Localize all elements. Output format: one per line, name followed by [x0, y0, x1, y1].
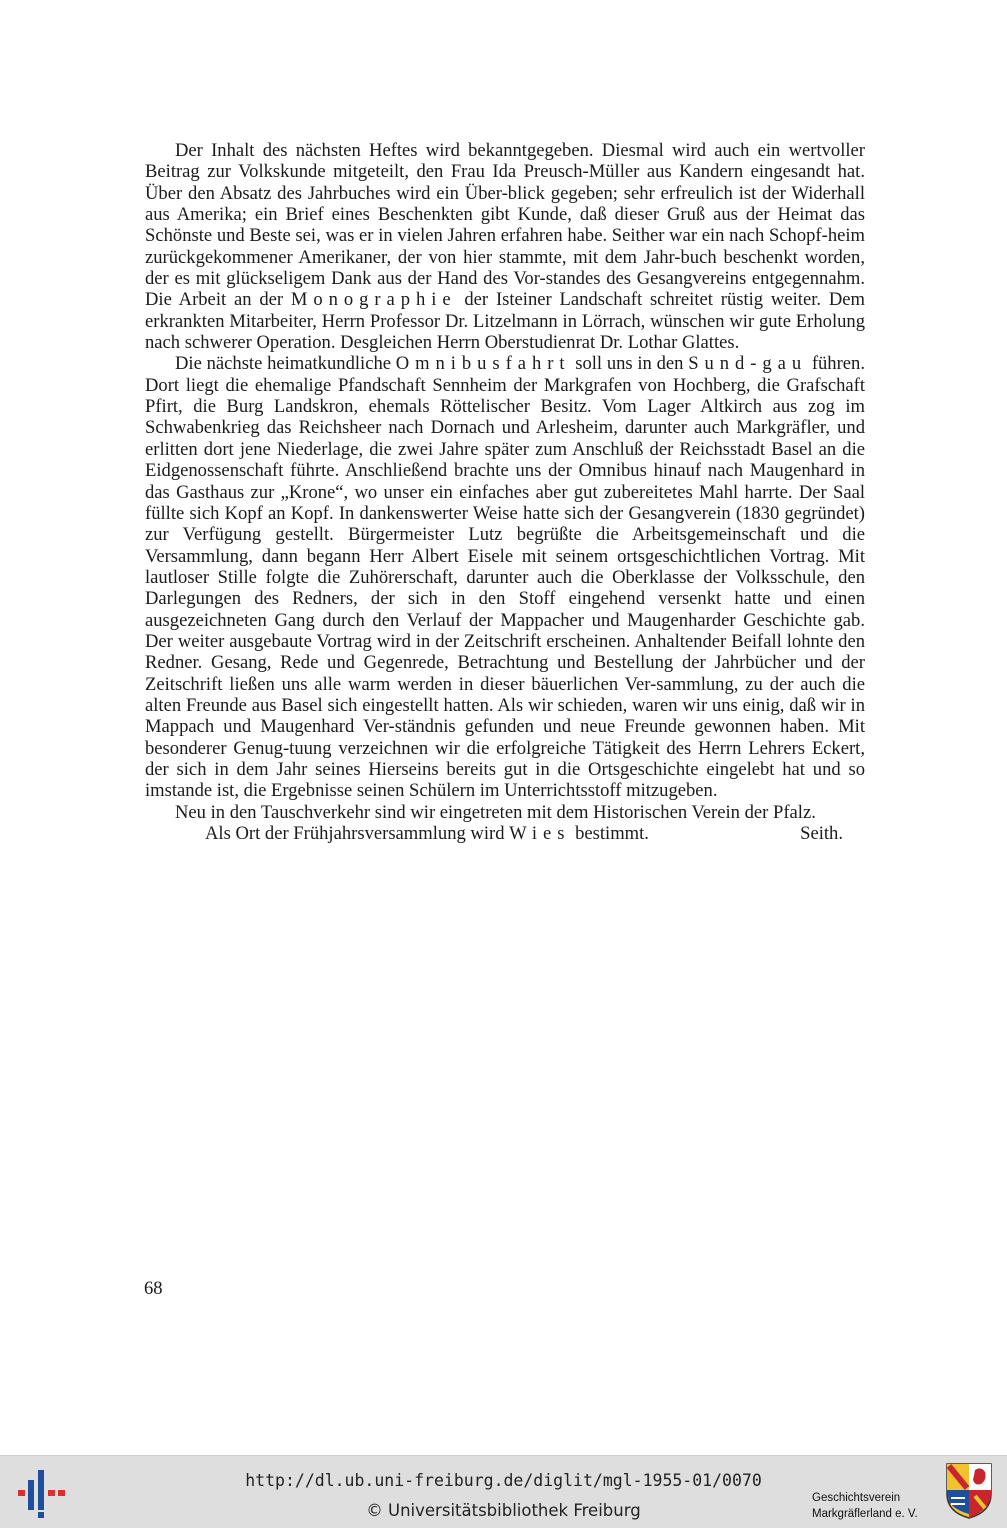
text-run: führen. Dort liegt die ehemalige Pfandschaft Sennheim der Markgrafen von Hochberg, die Grafschaft Pfirt, die Burg Landskron, ehemals Röttelischer Besitz. Vom Lager Altkirch aus zog im Schwabenkrieg das Reichsheer nach Dornach und Arlesheim, darunter auch Markgräfler, und erlitten dort jene Niederlage, die zwei Jahre später zum Anschluß der Reichsstadt Basel an die Eidgenossenschaft führte. Anschließend brachte uns der Omnibus hinauf nach Maugenhard in das Gasthaus zur „Krone“, wo unser ein einfaches aber gut zubereitetes Mahl harrte. Der Saal füllte sich Kopf an Kopf. In dankenswerter Weise hatte sich der Gesangverein (1830 gegründet) zur Verfügung gestellt. Bürgermeister Lutz begrüßte die Arbeitsgemeinschaft und die Versammlung, dann begann Herr Albert Eisele mit seinem ortsgeschichtlichen Vortrag. Mit lautloser Stille folgte die Zuhörerschaft, darunter auch die Oberklasse der Volksschule, den Darlegungen des Redners, der sich in den Stoff eingehend versenkt hatte und einen ausgezeichneten Gang durch den Verlauf der Mappacher und Maugenharder Geschichte gab. Der weiter ausgebaute Vortrag wird in der Zeitschrift erscheinen. Anhaltender Beifall lohnte den Redner. Gesang, Rede und Gegenrede, Betrachtung und Bestellung der Jahrbücher und der Zeitschrift ließen uns alle warm werden in dieser bäuerlichen Ver-sammlung, zu der auch die alten Freunde aus Basel sich eingestellt hatten. Als wir schieden, waren wir uns einig, daß wir in Mappach und Maugenhard Ver-ständnis gefunden und neue Freunde gewonnen haben. Mit besonderer Genug-tuung verzeichnen wir die erfolgreiche Tätigkeit des Herrn Lehrers Eckert, der sich in dem Jahr seines Hierseins bereits gut in die Ortsgeschichte eingelebt hat und so imstande ist, die Ergebnisse seinen Schülern im Unterrichtsstoff mitzugeben. [145, 353, 865, 802]
society-line-2: Markgräflerland e. V. [812, 1508, 918, 1520]
spaced-word: Monographie [290, 289, 457, 311]
text-run: Der Inhalt des nächsten Heftes wird bekanntgegeben. Diesmal wird auch ein wertvoller Beitrag zur Volkskunde mitgeteilt, den Frau Ida Preusch-Müller aus Kandern eingesandt hat. Über den Absatz des Jahrbuches wird ein Über-blick gegeben; sehr erfreulich ist der Widerhall aus Amerika; ein Brief eines Beschenkten gibt Kunde, daß dieser Gruß aus der Heimat das Schönste und Beste sei, was er in vielen Jahren erfahren habe. Seither war ein nach Schopf-heim zurückgekommener Amerikaner, der von hier stammte, mit dem Jahr-buch beschenkt worden, der es mit glückseligem Dank aus der Hand des Vor-standes des Gesangvereins entgegennahm. Die Arbeit an der [145, 140, 865, 311]
text-run: Als Ort der Frühjahrsversammlung wird [205, 823, 510, 844]
closing-text [175, 823, 649, 844]
text-run: bestimmt. [570, 823, 649, 844]
coat-of-arms-icon[interactable] [945, 1462, 993, 1520]
spaced-word: Omnibusfahrt [395, 353, 571, 375]
closing-line [145, 823, 865, 844]
text-run: Neu in den Tauschverkehr sind wir eingetreten mit dem Historischen Verein der Pfalz. [175, 801, 816, 823]
paragraph [145, 140, 865, 353]
permalink-url[interactable]: http://dl.ub.uni-freiburg.de/diglit/mgl-1955-01/0070 [245, 1471, 762, 1490]
spaced-word: Wies [509, 823, 571, 844]
signature: Seith. [800, 823, 843, 844]
society-line-1: Geschichtsverein [812, 1492, 901, 1504]
society-name [812, 1490, 942, 1522]
text-run: Die nächste heimatkundliche [175, 353, 396, 375]
text-run: soll uns in den [570, 353, 689, 375]
text-run: der Isteiner Landschaft schreitet rüstig weiter. Dem erkrankten Mitarbeiter, Herrn Professor Dr. Litzelmann in Lörrach, wünschen wir gute Erholung nach schwerer Operation. Desgleichen Herrn Oberstudienrat Dr. Lothar Glattes. [145, 289, 865, 354]
spaced-word: Sund-gau [688, 353, 808, 375]
paragraph [145, 353, 865, 801]
page-number: 68 [144, 1278, 163, 1299]
paragraph [145, 802, 865, 823]
body-text [145, 140, 865, 844]
copyright-notice: © Universitätsbibliothek Freiburg [366, 1501, 641, 1520]
